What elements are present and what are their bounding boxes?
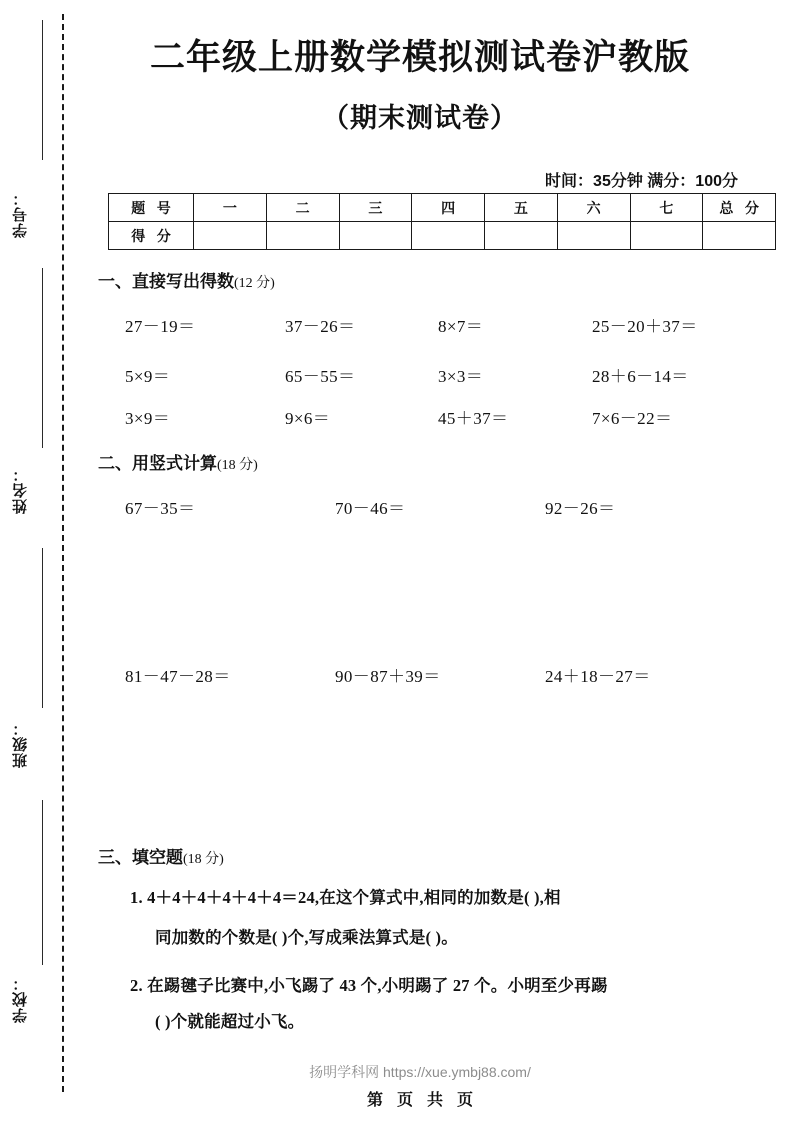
score-cell-5[interactable] — [485, 222, 558, 250]
expression-1-2-2: 65－55＝ — [285, 367, 356, 386]
seal-label-student-id: 学号： — [13, 190, 29, 238]
section-three-points: (18 分) — [183, 852, 224, 867]
score-table-col-total: 总 分 — [703, 194, 776, 222]
section-one-title: 直接写出得数 — [132, 272, 234, 291]
seal-label-class: 班级： — [13, 720, 29, 768]
expression-1-1-2: 37－26＝ — [285, 317, 356, 336]
expression-1-2-4: 28＋6－14＝ — [592, 367, 689, 386]
expression-2-1-1: 67－35＝ — [125, 499, 196, 518]
score-table-col-3: 三 — [339, 194, 412, 222]
score-table-col-4: 四 — [412, 194, 485, 222]
seal-margin-area — [0, 0, 70, 1122]
expression-1-3-4: 7×6－22＝ — [592, 409, 673, 428]
score-cell-2[interactable] — [266, 222, 339, 250]
expression-1-2-3: 3×3＝ — [438, 367, 484, 386]
score-cell-3[interactable] — [339, 222, 412, 250]
score-table-col-6: 六 — [557, 194, 630, 222]
section-two-points: (18 分) — [217, 458, 258, 473]
section-one-points: (12 分) — [234, 276, 275, 291]
seal-dashed-line — [62, 14, 64, 1092]
page-number-marker: 第 页 共 页 — [366, 1092, 478, 1109]
score-table-rowhead-question: 题 号 — [109, 194, 194, 222]
seal-rule-4 — [42, 800, 43, 965]
score-cell-1[interactable] — [194, 222, 267, 250]
section-three-number: 三、 — [98, 848, 132, 867]
page-subtitle: （期末测试卷） — [322, 103, 518, 133]
score-table-col-1: 一 — [194, 194, 267, 222]
fill-question-2-line-1: 2. 在踢毽子比赛中,小飞踢了 43 个,小明踢了 27 个。小明至少再踢 — [130, 976, 608, 995]
fill-question-1-line-2: 同加数的个数是( )个,写成乘法算式是( )。 — [155, 928, 458, 947]
exam-meta-line: 时间：35分钟 满分：100分 — [545, 173, 738, 190]
fill-question-1-line-1: 1. 4＋4＋4＋4＋4＋4＝24,在这个算式中,相同的加数是( ),相 — [130, 888, 561, 907]
expression-1-1-3: 8×7＝ — [438, 317, 484, 336]
score-cell-6[interactable] — [557, 222, 630, 250]
score-table-rowhead-score: 得 分 — [109, 222, 194, 250]
section-one-heading — [98, 267, 275, 292]
expression-1-3-1: 3×9＝ — [125, 409, 171, 428]
section-two-number: 二、 — [98, 454, 132, 473]
seal-rule-2 — [42, 268, 43, 448]
score-cell-4[interactable] — [412, 222, 485, 250]
expression-2-2-1: 81－47－28＝ — [125, 667, 231, 686]
score-cell-7[interactable] — [630, 222, 703, 250]
seal-rule-3 — [42, 548, 43, 708]
expression-1-2-1: 5×9＝ — [125, 367, 171, 386]
seal-label-school: 学校： — [13, 975, 29, 1023]
score-table-col-7: 七 — [630, 194, 703, 222]
expression-2-1-2: 70－46＝ — [335, 499, 406, 518]
seal-rule-1 — [42, 20, 43, 160]
table-row-question-numbers — [109, 194, 776, 222]
expression-1-3-2: 9×6＝ — [285, 409, 331, 428]
score-table-col-2: 二 — [266, 194, 339, 222]
expression-1-1-4: 25－20＋37＝ — [592, 317, 698, 336]
section-two-title: 用竖式计算 — [132, 454, 217, 473]
expression-2-2-2: 90－87＋39＝ — [335, 667, 441, 686]
exam-paper-body — [70, 0, 793, 1122]
expression-1-3-3: 45＋37＝ — [438, 409, 509, 428]
section-three-heading — [98, 843, 224, 868]
page-title: 二年级上册数学模拟测试卷沪教版 — [149, 38, 690, 77]
site-watermark: 扬明学科网 https://xue.ymbj88.com/ — [309, 1064, 531, 1080]
score-table-col-5: 五 — [485, 194, 558, 222]
section-two-heading — [98, 449, 258, 474]
fill-question-2-line-2: ( )个就能超过小飞。 — [155, 1012, 305, 1031]
section-three-title: 填空题 — [132, 848, 183, 867]
expression-1-1-1: 27－19＝ — [125, 317, 196, 336]
seal-label-name: 姓名： — [13, 466, 29, 514]
section-one-number: 一、 — [98, 272, 132, 291]
score-table — [108, 193, 776, 250]
table-row-scores — [109, 222, 776, 250]
score-cell-total[interactable] — [703, 222, 776, 250]
expression-2-2-3: 24＋18－27＝ — [545, 667, 651, 686]
expression-2-1-3: 92－26＝ — [545, 499, 616, 518]
